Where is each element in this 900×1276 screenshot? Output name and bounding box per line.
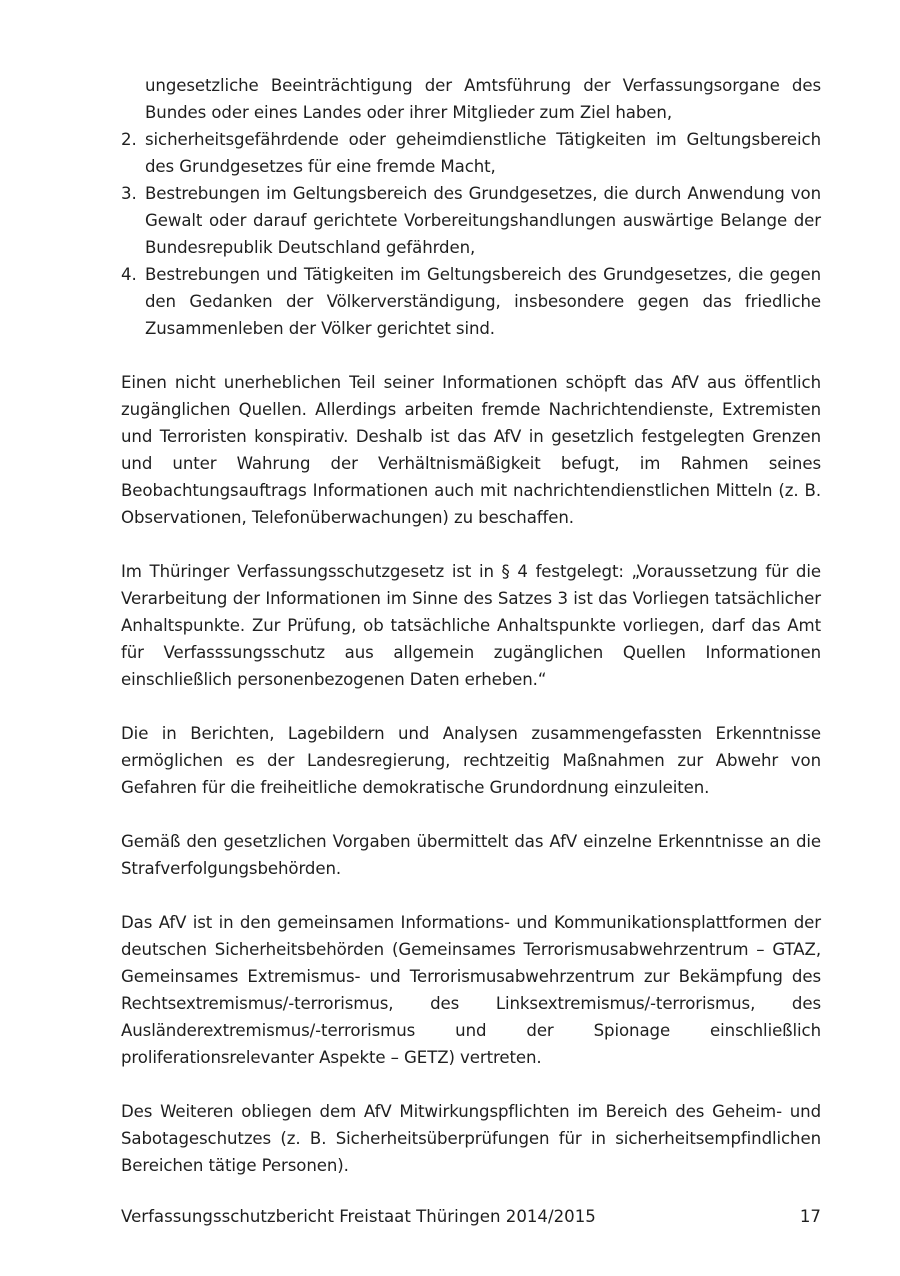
paragraph-information-sources: Einen nicht unerheblichen Teil seiner Informationen schöpft das AfV aus öffentlich zugänglichen Quellen. Allerdings arbeiten fremde Nachrichtendienste, Extremisten und Terroristen konspirativ. Deshalb ist das AfV in gesetzlich festgelegten Grenzen und unter Wahrung der Verhältnismäßigkeit befugt, im Rahmen seines Beobachtungsauftrags Informationen auch mit nachrichtendienstlichen Mitteln (z. B. Observationen, Telefonüberwachungen) zu beschaffen. [121,373,821,527]
list-item-text: sicherheitsgefährdende oder geheimdienstliche Tätigkeiten im Geltungsbereich des Grundgesetzes für eine fremde Macht, [145,130,821,176]
list-item-3 [121,180,821,261]
page-number: 17 [799,1207,821,1226]
paragraph-sabotage-protection: Des Weiteren obliegen dem AfV Mitwirkungspflichten im Bereich des Geheim- und Sabotageschutzes (z. B. Sicherheitsüberprüfungen für in sicherheitsempfindlichen Bereichen tätige Personen). [121,1102,821,1175]
list-item-4 [121,261,821,342]
footer-title: Verfassungsschutzbericht Freistaat Thüringen 2014/2015 [121,1207,596,1226]
list-item-2 [121,126,821,180]
list-item-text: Bestrebungen und Tätigkeiten im Geltungsbereich des Grundgesetzes, die gegen den Gedanken der Völkerverständigung, insbesondere gegen das friedliche Zusammenleben der Völker gerichtet sind. [145,265,821,338]
paragraph-legal-basis: Im Thüringer Verfassungsschutzgesetz ist in § 4 festgelegt: „Voraussetzung für die Verarbeitung der Informationen im Sinne des Satzes 3 ist das Vorliegen tatsächlicher Anhaltspunkte. Zur Prüfung, ob tatsächliche Anhaltspunkte vorliegen, darf das Amt für Verfasssungsschutz aus allgemein zugänglichen Quellen Informationen einschließlich personenbezogenen Daten erheben.“ [121,562,821,689]
list-number: 4. [121,265,137,284]
list-item-continuation: ungesetzliche Beeinträchtigung der Amtsführung der Verfassungsorgane des Bundes oder eines Landes oder ihrer Mitglieder zum Ziel haben, [145,76,821,122]
page-body [121,72,821,1179]
numbered-list [121,72,821,342]
paragraph-platforms: Das AfV ist in den gemeinsamen Informations- und Kommunikationsplattformen der deutschen Sicherheitsbehörden (Gemeinsames Terrorismusabwehrzentrum – GTAZ, Gemeinsames Extremismus- und Terrorismusabwehrzentrum zur Bekämpfung des Rechtsextremismus/-terrorismus, des Linksextremismus/-terrorismus, des Ausländerextremismus/-terrorismus und der Spionage einschließlich proliferationsrelevanter Aspekte – GETZ) vertreten. [121,913,821,1067]
paragraph-prosecution: Gemäß den gesetzlichen Vorgaben übermittelt das AfV einzelne Erkenntnisse an die Strafverfolgungsbehörden. [121,832,821,878]
list-number: 3. [121,184,137,203]
paragraph-findings: Die in Berichten, Lagebildern und Analysen zusammengefassten Erkenntnisse ermöglichen es der Landesregierung, rechtzeitig Maßnahmen zur Abwehr von Gefahren für die freiheitliche demokratische Grundordnung einzuleiten. [121,724,821,797]
list-item-text: Bestrebungen im Geltungsbereich des Grundgesetzes, die durch Anwendung von Gewalt oder darauf gerichtete Vorbereitungshandlungen auswärtige Belange der Bundesrepublik Deutschland gefährden, [145,184,821,257]
list-number: 2. [121,130,137,149]
